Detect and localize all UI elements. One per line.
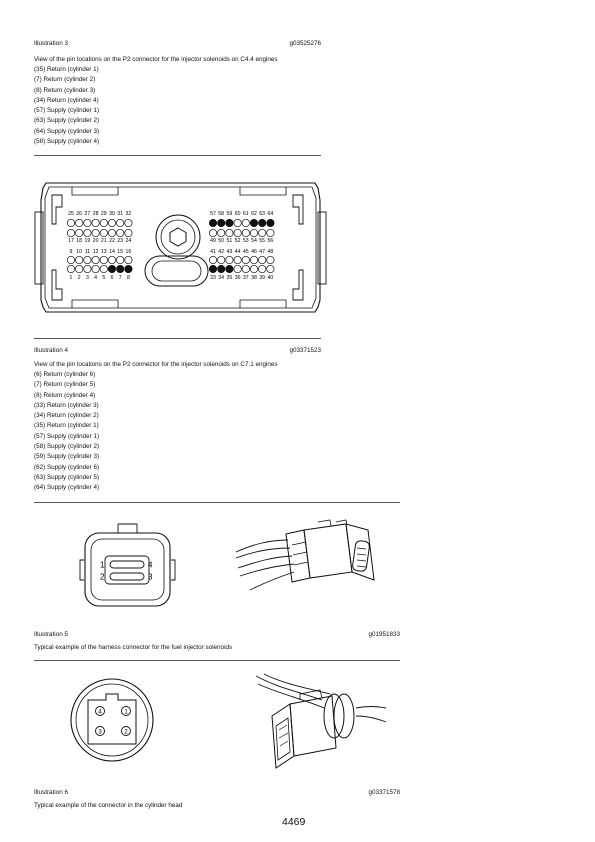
illustration-4-label: Illustration 4 xyxy=(34,347,68,354)
pin-label: 7 xyxy=(118,275,122,281)
pin-label: 61 xyxy=(242,211,249,217)
illustration-5-label: Illustration 5 xyxy=(34,631,68,638)
pin-label: 63 xyxy=(259,211,266,217)
pin-label: 14 xyxy=(109,249,115,255)
pin-2-label: 2 xyxy=(100,572,105,582)
page-number: 4469 xyxy=(282,816,306,828)
list-item: (62) Supply (cylinder 6) xyxy=(34,463,100,471)
illustration-6-ref: g03371578 xyxy=(368,789,400,796)
pin-label: 13 xyxy=(100,249,107,255)
list-item: (59) Supply (cylinder 3) xyxy=(34,453,100,461)
pin-label: 42 xyxy=(218,249,225,255)
pin-label: 40 xyxy=(267,275,274,281)
pin-label: 53 xyxy=(242,238,249,244)
pin-label: 21 xyxy=(100,238,107,244)
list-item: (33) Return (cylinder 3) xyxy=(34,401,99,409)
pin-label: 41 xyxy=(210,249,216,255)
pin-label: 36 xyxy=(234,275,241,281)
pin-label: 17 xyxy=(68,238,74,244)
pin-label: 57 xyxy=(210,211,216,217)
pin-label: 15 xyxy=(117,249,124,255)
illustration-4-ref: g03371523 xyxy=(289,347,321,354)
illustration-3-caption: View of the pin locations on the P2 connector for the injector solenoids on C4.4 engines xyxy=(34,56,278,63)
pin-label: 24 xyxy=(125,238,132,244)
pin-label: 16 xyxy=(125,249,132,255)
pin-label: 2 xyxy=(77,275,81,281)
list-item: (64) Supply (cylinder 4) xyxy=(34,484,100,492)
list-item: (57) Supply (cylinder 1) xyxy=(34,432,100,440)
pin-label: 54 xyxy=(251,238,257,244)
pin-label: 62 xyxy=(251,211,257,217)
pin-label: 4 xyxy=(94,275,98,281)
list-item: (8) Return (cylinder 4) xyxy=(34,391,96,399)
pin-label: 55 xyxy=(259,238,266,244)
pin-label: 44 xyxy=(234,249,241,255)
list-item: (35) Return (cylinder 1) xyxy=(34,422,99,430)
pin-label: 29 xyxy=(100,211,107,217)
pin-label: 32 xyxy=(125,211,132,217)
pin-label: 6 xyxy=(110,275,114,281)
pin-label: 25 xyxy=(68,211,74,217)
pin-label: 35 xyxy=(226,275,233,281)
pin-label: 8 xyxy=(126,275,130,281)
pin-label: 28 xyxy=(92,211,99,217)
pin-label: 23 xyxy=(117,238,124,244)
pin-label: 18 xyxy=(76,238,83,244)
illustration-6-label: Illustration 6 xyxy=(34,789,68,796)
pin-label: 48 xyxy=(267,249,274,255)
pin-label: 22 xyxy=(109,238,115,244)
list-item: (34) Return (cylinder 2) xyxy=(34,412,99,420)
pin-label: 37 xyxy=(242,275,249,281)
pin-label: 49 xyxy=(210,238,216,244)
list-item: (35) Return (cylinder 1) xyxy=(34,66,99,73)
pin-label: 33 xyxy=(210,275,216,281)
pin-label: 31 xyxy=(117,211,124,217)
illustration-5-ref: g01951833 xyxy=(368,631,400,638)
pin-label: 46 xyxy=(251,249,257,255)
pin-label: 9 xyxy=(69,249,73,255)
pin-label: 45 xyxy=(242,249,249,255)
pin-label: 38 xyxy=(251,275,257,281)
pin-label: 64 xyxy=(267,211,274,217)
pin-label: 52 xyxy=(234,238,241,244)
list-item: (63) Supply (cylinder 5) xyxy=(34,473,100,481)
pin-label: 58 xyxy=(218,211,225,217)
pin-3-label: 3 xyxy=(148,572,153,582)
list-item: (34) Return (cylinder 4) xyxy=(34,96,99,104)
pin-label: 39 xyxy=(259,275,266,281)
pin-4-label: 4 xyxy=(98,709,102,716)
pin-label: 19 xyxy=(84,238,91,244)
pin-label: 5 xyxy=(102,275,106,281)
list-item: (7) Return (cylinder 2) xyxy=(34,76,96,84)
pin-label: 50 xyxy=(218,238,225,244)
pin-label: 26 xyxy=(76,211,83,217)
list-item: (58) Supply (cylinder 4) xyxy=(34,138,100,146)
pin-2-label: 2 xyxy=(124,729,128,736)
pin-label: 3 xyxy=(85,275,89,281)
pin-label: 20 xyxy=(92,238,99,244)
illustration-4-caption: View of the pin locations on the P2 connector for the injector solenoids on C7.1 engines xyxy=(34,361,278,368)
pin-label: 27 xyxy=(84,211,91,217)
list-item: (58) Supply (cylinder 2) xyxy=(34,443,100,451)
illustration-5-caption: Typical example of the harness connector for the fuel injector solenoids xyxy=(34,644,233,651)
pin-label: 43 xyxy=(226,249,233,255)
pin-label: 34 xyxy=(218,275,225,281)
pin-label: 47 xyxy=(259,249,266,255)
list-item: (63) Supply (cylinder 2) xyxy=(34,117,100,125)
pin-label: 30 xyxy=(109,211,115,217)
pin-label: 51 xyxy=(226,238,233,244)
list-item: (6) Return (cylinder 6) xyxy=(34,371,96,378)
illustration-3-ref: g03525276 xyxy=(289,40,321,47)
list-item: (8) Return (cylinder 3) xyxy=(34,86,96,94)
pin-label: 59 xyxy=(226,211,233,217)
pin-label: 10 xyxy=(76,249,83,255)
pin-label: 60 xyxy=(234,211,241,217)
pin-4-label: 4 xyxy=(148,560,153,570)
pin-label: 12 xyxy=(92,249,99,255)
list-item: (57) Supply (cylinder 1) xyxy=(34,107,100,115)
illustration-6-caption: Typical example of the connector in the cylinder head xyxy=(34,802,183,809)
list-item: (7) Return (cylinder 5) xyxy=(34,381,96,389)
pin-label: 1 xyxy=(69,275,73,281)
pin-1-label: 1 xyxy=(100,560,105,570)
pin-1-label: 1 xyxy=(124,709,128,716)
pin-label: 11 xyxy=(84,249,91,255)
pin-label: 56 xyxy=(267,238,274,244)
illustration-3-label: Illustration 3 xyxy=(34,40,68,47)
list-item: (64) Supply (cylinder 3) xyxy=(34,127,100,135)
pin-3-label: 3 xyxy=(98,729,102,736)
